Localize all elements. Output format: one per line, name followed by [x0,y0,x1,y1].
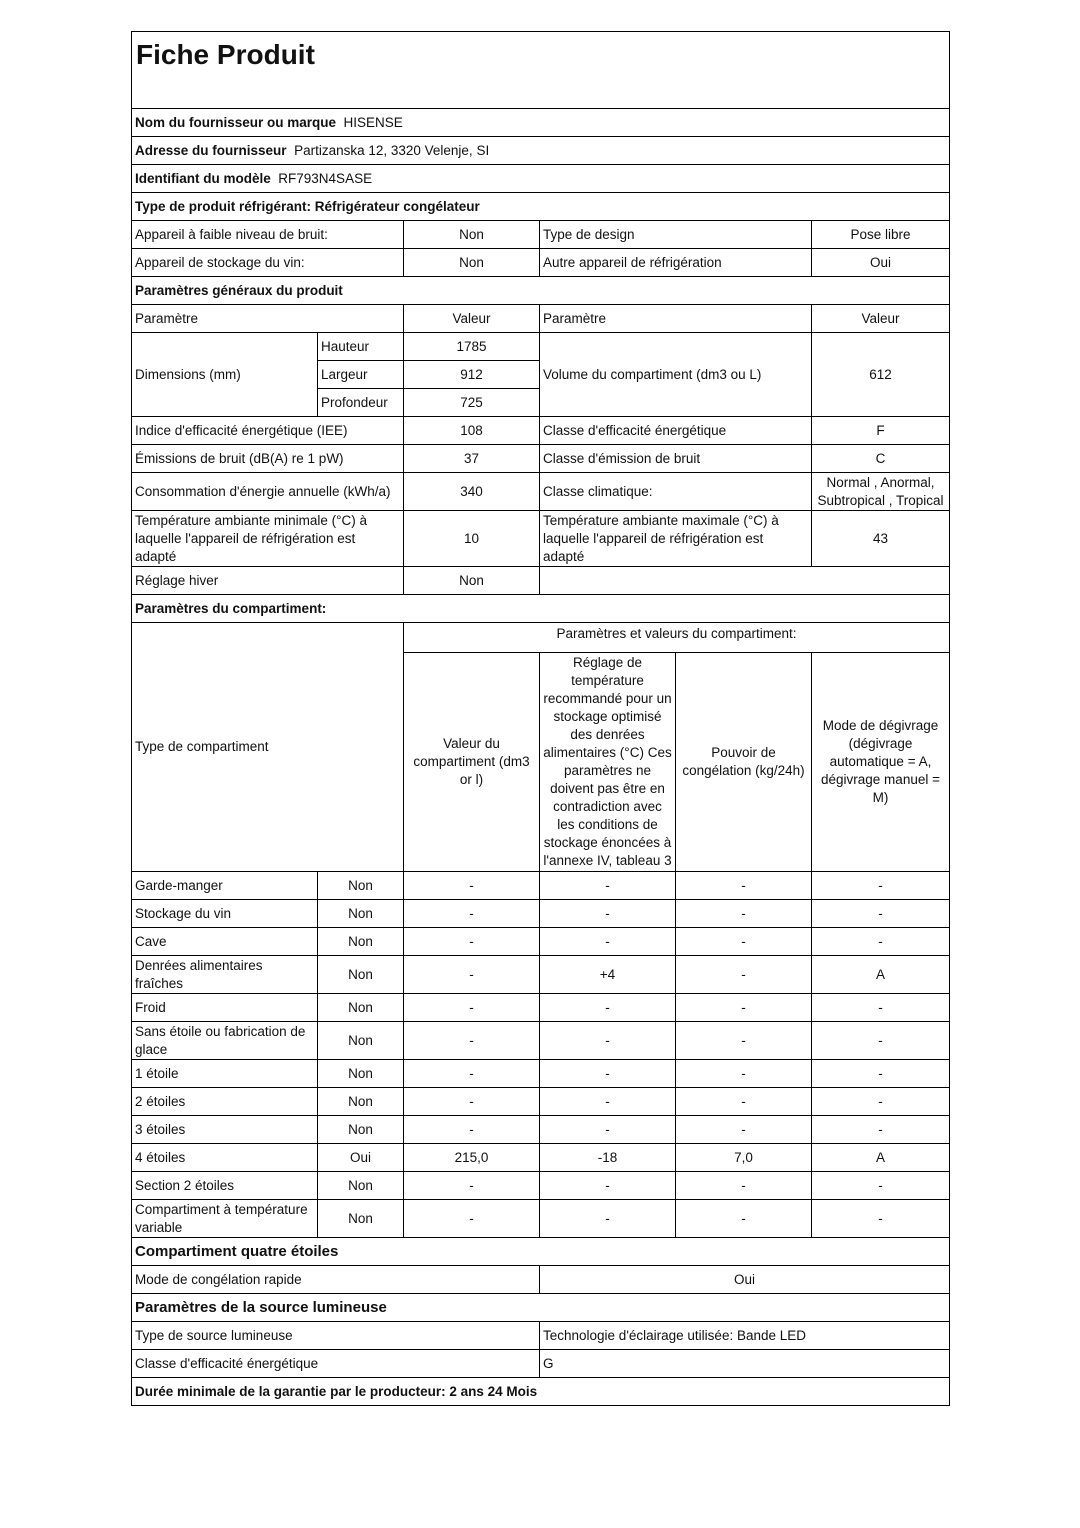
comp-volume-header: Valeur du compartiment (dm3 or l) [404,653,540,872]
noise-row [132,445,950,473]
compartment-name: 2 étoiles [132,1088,318,1116]
light-source-title-row [132,1294,950,1322]
width-label: Largeur [318,361,404,389]
compartment-present: Non [318,994,404,1022]
general-params-row [132,277,950,305]
compartment-present: Non [318,900,404,928]
max-temp-label: Température ambiante maximale (°C) à laquelle l'appareil de réfrigération est adapté [540,511,812,567]
warranty: Durée minimale de la garantie par le producteur: 2 ans 24 Mois [132,1378,950,1406]
address-value: Partizanska 12, 3320 Velenje, SI [294,142,490,158]
climate-class-line-2: Subtropical , Tropical [817,492,944,508]
light-class-label: Classe d'efficacité énergétique [132,1350,540,1378]
wine-storage-label: Appareil de stockage du vin: [132,249,404,277]
warranty-row [132,1378,950,1406]
supplier-row [132,109,950,137]
compartment-defrost-mode: A [812,956,950,994]
compartment-defrost-mode: A [812,1144,950,1172]
compartment-freezing-capacity: - [676,928,812,956]
param-header-row [132,305,950,333]
comp-freezing-header: Pouvoir de congélation (kg/24h) [676,653,812,872]
compartment-row [132,1200,950,1238]
compartment-freezing-capacity: - [676,1088,812,1116]
compartment-name: 3 étoiles [132,1116,318,1144]
noise-class-label: Classe d'émission de bruit [540,445,812,473]
light-type-row [132,1322,950,1350]
compartment-name: Stockage du vin [132,900,318,928]
compartment-defrost-mode: - [812,1172,950,1200]
page-title: Fiche Produit [132,32,950,109]
compartment-volume: - [404,872,540,900]
compartment-name: Froid [132,994,318,1022]
compartment-volume: - [404,956,540,994]
min-temp-value: 10 [404,511,540,567]
compartment-volume: - [404,928,540,956]
four-star-title-row [132,1238,950,1266]
compartment-volume: - [404,1172,540,1200]
compartment-volume: - [404,1022,540,1060]
compartment-temperature: -18 [540,1144,676,1172]
climate-class-label: Classe climatique: [540,473,812,511]
design-type-label: Type de design [540,221,812,249]
compartment-present: Non [318,928,404,956]
compartment-temperature: - [540,1116,676,1144]
eei-value: 108 [404,417,540,445]
product-type-row [132,193,950,221]
model-label: Identifiant du modèle [135,170,271,186]
compartment-freezing-capacity: - [676,1116,812,1144]
compartment-temperature: +4 [540,956,676,994]
wine-storage-row [132,249,950,277]
compartment-defrost-mode: - [812,1022,950,1060]
light-type-value: Technologie d'éclairage utilisée: Bande LED [540,1322,950,1350]
compartment-temperature: - [540,872,676,900]
winter-value: Non [404,567,540,595]
max-temp-value: 43 [812,511,950,567]
winter-row [132,567,950,595]
compartment-temperature: - [540,1060,676,1088]
compartment-freezing-capacity: - [676,900,812,928]
value-header: Valeur [812,305,950,333]
compartment-row [132,1172,950,1200]
compartment-row [132,1116,950,1144]
compartment-temperature: - [540,994,676,1022]
other-appliance-label: Autre appareil de réfrigération [540,249,812,277]
address-row [132,137,950,165]
dimension-row [132,333,950,361]
noise-label: Émissions de bruit (dB(A) re 1 pW) [132,445,404,473]
climate-class-value [812,473,950,511]
compartment-row [132,1022,950,1060]
compartment-freezing-capacity: - [676,1172,812,1200]
param-header: Paramètre [132,305,404,333]
compartment-present: Non [318,1022,404,1060]
compartment-name: Compartiment à température variable [132,1200,318,1238]
compartment-row [132,994,950,1022]
compartment-name: Cave [132,928,318,956]
volume-label: Volume du compartiment (dm3 ou L) [540,333,812,417]
height-value: 1785 [404,333,540,361]
light-class-value: G [540,1350,950,1378]
energy-class-value: F [812,417,950,445]
height-label: Hauteur [318,333,404,361]
depth-label: Profondeur [318,389,404,417]
compartment-name: Denrées alimentaires fraîches [132,956,318,994]
compartment-freezing-capacity: - [676,1200,812,1238]
compartment-defrost-mode: - [812,1060,950,1088]
energy-class-label: Classe d'efficacité énergétique [540,417,812,445]
volume-value: 612 [812,333,950,417]
compartment-volume: - [404,1116,540,1144]
width-value: 912 [404,361,540,389]
compartment-params-title: Paramètres du compartiment: [132,595,950,623]
compartment-name: Sans étoile ou fabrication de glace [132,1022,318,1060]
winter-label: Réglage hiver [132,567,404,595]
light-source-title: Paramètres de la source lumineuse [132,1294,950,1322]
compartment-type-label: Type de compartiment [132,623,404,872]
fast-freeze-value: Oui [540,1266,950,1294]
compartment-freezing-capacity: - [676,1022,812,1060]
low-noise-value: Non [404,221,540,249]
compartment-freezing-capacity: - [676,872,812,900]
comp-temperature-header: Réglage de température recommandé pour un stockage optimisé des denrées alimentaires (°C) Ces paramètres ne doivent pas être en contradiction avec les conditions de stockage énoncées à l'annexe IV, tableau 3 [540,653,676,872]
compartment-values-title: Paramètres et valeurs du compartiment: [404,623,950,653]
compartment-volume: - [404,900,540,928]
compartment-defrost-mode: - [812,994,950,1022]
compartment-name: 1 étoile [132,1060,318,1088]
compartment-volume: - [404,1060,540,1088]
compartment-row [132,1088,950,1116]
light-class-row [132,1350,950,1378]
compartment-temperature: - [540,1022,676,1060]
compartment-present: Non [318,1116,404,1144]
compartment-row [132,872,950,900]
compartment-defrost-mode: - [812,1116,950,1144]
compartment-row [132,1060,950,1088]
compartment-volume: - [404,1088,540,1116]
fast-freeze-label: Mode de congélation rapide [132,1266,540,1294]
compartment-present: Non [318,872,404,900]
compartment-defrost-mode: - [812,872,950,900]
compartment-defrost-mode: - [812,928,950,956]
empty-cell [540,567,950,595]
general-params-title: Paramètres généraux du produit [132,277,950,305]
compartment-temperature: - [540,1172,676,1200]
supplier-value: HISENSE [343,114,403,130]
wine-storage-value: Non [404,249,540,277]
low-noise-row [132,221,950,249]
fast-freeze-row [132,1266,950,1294]
compartment-present: Non [318,1172,404,1200]
compartment-present: Oui [318,1144,404,1172]
compartment-row [132,956,950,994]
product-sheet-table [131,31,950,1406]
compartment-freezing-capacity: - [676,994,812,1022]
compartment-temperature: - [540,1088,676,1116]
comp-defrost-header: Mode de dégivrage (dégivrage automatique = A, dégivrage manuel = M) [812,653,950,872]
eei-label: Indice d'efficacité énergétique (IEE) [132,417,404,445]
four-star-title: Compartiment quatre étoiles [132,1238,950,1266]
product-sheet [131,31,949,1406]
compartment-present: Non [318,1060,404,1088]
compartment-row [132,900,950,928]
compartment-name: Garde-manger [132,872,318,900]
compartment-volume: - [404,1200,540,1238]
annual-energy-value: 340 [404,473,540,511]
model-value: RF793N4SASE [278,170,373,186]
compartment-freezing-capacity: 7,0 [676,1144,812,1172]
product-type: Type de produit réfrigérant: Réfrigérateur congélateur [132,193,950,221]
light-type-label: Type de source lumineuse [132,1322,540,1350]
supplier-label: Nom du fournisseur ou marque [135,114,337,130]
compartment-freezing-capacity: - [676,956,812,994]
design-type-value: Pose libre [812,221,950,249]
compartment-temperature: - [540,1200,676,1238]
depth-value: 725 [404,389,540,417]
compartment-temperature: - [540,900,676,928]
compartment-volume: - [404,994,540,1022]
param-header: Paramètre [540,305,812,333]
annual-energy-label: Consommation d'énergie annuelle (kWh/a) [132,473,404,511]
noise-value: 37 [404,445,540,473]
other-appliance-value: Oui [812,249,950,277]
noise-class-value: C [812,445,950,473]
compartment-name: Section 2 étoiles [132,1172,318,1200]
compartment-freezing-capacity: - [676,1060,812,1088]
compartment-present: Non [318,1088,404,1116]
eei-row [132,417,950,445]
value-header: Valeur [404,305,540,333]
compartment-name: 4 étoiles [132,1144,318,1172]
compartment-row [132,928,950,956]
annual-energy-row [132,473,950,511]
min-temp-label: Température ambiante minimale (°C) à laquelle l'appareil de réfrigération est adapté [132,511,404,567]
compartment-row [132,1144,950,1172]
compartment-temperature: - [540,928,676,956]
compartment-volume: 215,0 [404,1144,540,1172]
compartment-values-title-row [132,623,950,653]
compartment-present: Non [318,956,404,994]
compartment-defrost-mode: - [812,900,950,928]
ambient-temp-row [132,511,950,567]
dimensions-label: Dimensions (mm) [132,333,318,417]
low-noise-label: Appareil à faible niveau de bruit: [132,221,404,249]
address-label: Adresse du fournisseur [135,142,287,158]
compartment-params-row [132,595,950,623]
compartment-defrost-mode: - [812,1200,950,1238]
compartment-defrost-mode: - [812,1088,950,1116]
model-row [132,165,950,193]
climate-class-line-1: Normal , Anormal, [826,474,935,490]
compartment-present: Non [318,1200,404,1238]
